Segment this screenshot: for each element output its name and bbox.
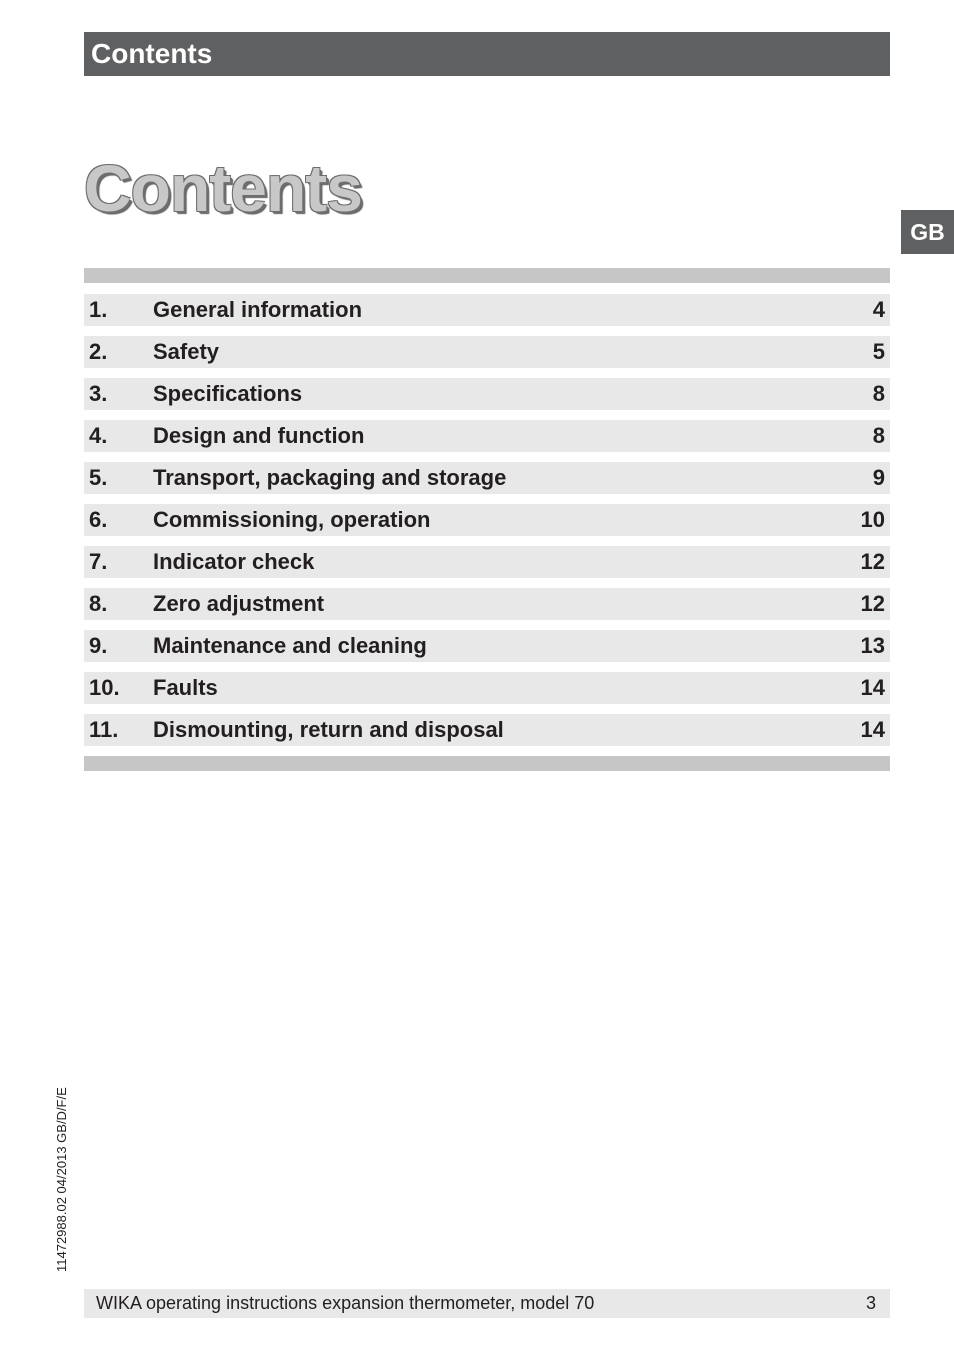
toc-entry-page: 8	[872, 381, 885, 406]
footer-text: WIKA operating instructions expansion thermometer, model 70	[96, 1293, 595, 1313]
toc-top-rule	[84, 268, 890, 283]
toc-entry-number: 3.	[89, 381, 108, 406]
toc-entry-number: 6.	[89, 507, 108, 532]
table-of-contents	[84, 294, 890, 756]
document-code: 11472988.02 04/2013 GB/D/F/E	[54, 1087, 69, 1272]
toc-entry-title: Design and function	[153, 423, 365, 448]
toc-entry-title: Maintenance and cleaning	[153, 633, 427, 658]
toc-entry-page: 14	[860, 717, 885, 742]
toc-entry-page: 8	[872, 423, 885, 448]
toc-entry-page: 4	[872, 297, 885, 322]
toc-entry-page: 12	[860, 549, 885, 574]
toc-entry-dismounting-return-disposal[interactable]	[84, 714, 890, 746]
toc-entry-title: Specifications	[153, 381, 303, 406]
toc-entry-number: 10.	[89, 675, 120, 700]
toc-entry-title: Faults	[153, 675, 218, 700]
language-tab: GB	[901, 210, 954, 254]
toc-entry-number: 4.	[89, 423, 108, 448]
toc-entry-title: Indicator check	[153, 549, 315, 574]
page-footer	[84, 1289, 890, 1318]
toc-entry-general-information[interactable]	[84, 294, 890, 326]
toc-entry-title: Transport, packaging and storage	[153, 465, 507, 490]
toc-entry-number: 2.	[89, 339, 108, 364]
toc-entry-indicator-check[interactable]	[84, 546, 890, 578]
toc-entry-page: 12	[860, 591, 885, 616]
section-header-bar	[84, 32, 890, 76]
toc-entry-number: 5.	[89, 465, 108, 490]
toc-entry-specifications[interactable]	[84, 378, 890, 410]
toc-entry-design-and-function[interactable]	[84, 420, 890, 452]
toc-entry-page: 13	[860, 633, 885, 658]
toc-entry-commissioning-operation[interactable]	[84, 504, 890, 536]
toc-entry-number: 7.	[89, 549, 108, 574]
toc-entry-title: Commissioning, operation	[153, 507, 431, 532]
toc-entry-safety[interactable]	[84, 336, 890, 368]
footer-page-number: 3	[865, 1293, 876, 1313]
section-header-title: Contents	[91, 38, 213, 69]
toc-entry-page: 9	[872, 465, 885, 490]
toc-entry-number: 11.	[89, 717, 119, 742]
toc-entry-page: 5	[872, 339, 885, 364]
toc-entry-title: Zero adjustment	[153, 591, 325, 616]
toc-entry-faults[interactable]	[84, 672, 890, 704]
toc-entry-transport-packaging-storage[interactable]	[84, 462, 890, 494]
toc-entry-maintenance-cleaning[interactable]	[84, 630, 890, 662]
toc-bottom-rule	[84, 756, 890, 771]
toc-entry-number: 1.	[89, 297, 108, 322]
toc-entry-title: General information	[153, 297, 363, 322]
toc-entry-page: 10	[860, 507, 885, 532]
toc-entry-title: Safety	[153, 339, 220, 364]
page-title: Contents	[84, 151, 362, 225]
toc-entry-number: 9.	[89, 633, 108, 658]
toc-entry-zero-adjustment[interactable]	[84, 588, 890, 620]
toc-entry-page: 14	[860, 675, 885, 700]
toc-entry-number: 8.	[89, 591, 108, 616]
toc-entry-title: Dismounting, return and disposal	[153, 717, 504, 742]
